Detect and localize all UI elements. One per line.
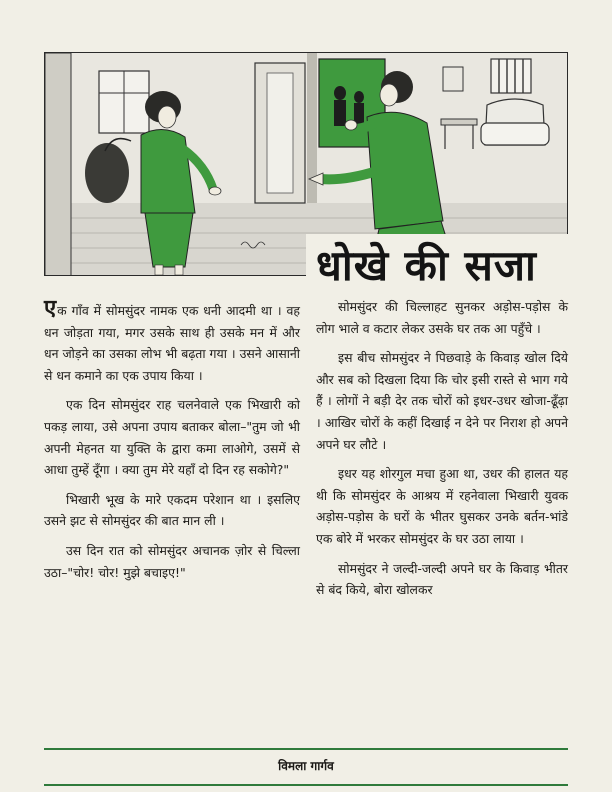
paragraph: सोमसुंदर ने जल्दी-जल्दी अपने घर के किवाड़ भीतर से बंद किये, बोरा खोलकर [316, 560, 568, 598]
footer-rule-bottom [44, 784, 568, 786]
paragraph: एक दिन सोमसुंदर राह चलनेवाले एक भिखारी को पकड़ लाया, उसे अपना उपाय बताकर बोला–"तुम जो भी अपनी मेहनत या युक्ति के द्वारा कमा लाओगे, उसमें से आधा तुम्हें दूँगा । क्या तुम मेरे यहाँ दो दिन रह सकोगे?" [44, 397, 300, 478]
footer-rule-top [44, 748, 568, 750]
paragraph [44, 296, 300, 386]
author-name: विमला गार्गव [278, 759, 334, 773]
right-column [316, 296, 568, 609]
paragraph: उस दिन रात को सोमसुंदर अचानक ज़ोर से चिल्ला उठा–"चोर! चोर! मुझे बचाइए!" [44, 542, 300, 580]
paragraph-text: क गाँव में सोमसुंदर नामक एक धनी आदमी था । वह धन जोड़ता गया, मगर उसके साथ ही उसके मन में और धन जोड़ने का उसका लोभ भी बढ़ता गया । उसने आसानी से धन कमाने का एक उपाय किया । [44, 303, 300, 383]
story-title: धोखे की सजा [316, 241, 537, 290]
paragraph: इस बीच सोमसुंदर ने पिछवाड़े के किवाड़ खोल दिये और सब को दिखला दिया कि चोर इसी रास्ते से भाग गये हैं । लोगों ने बड़ी देर तक चोरों को इधर-उधर खोजा-ढूँढ़ा । आखिर चोरों के कहीं दिखाई न देने पर निराश हो अपने अपने घर लौटे । [316, 350, 568, 452]
left-column [44, 296, 300, 591]
paragraph: इधर यह शोरगुल मचा हुआ था, उधर की हालत यह थी कि सोमसुंदर के आश्रय में रहनेवाला भिखारी युवक अड़ोस-पड़ोस के घरों के भीतर घुसकर उनके बर्तन-भांडे एक बोरे में भरकर सोमसुंदर के घर उठा लाया । [316, 466, 568, 546]
drop-cap: ए [44, 296, 57, 321]
paragraph: भिखारी भूख के मारे एकदम परेशान था । इसलिए उसने झट से सोमसुंदर की बात मान ली । [44, 491, 300, 529]
paragraph: सोमसुंदर की चिल्लाहट सुनकर अड़ोस-पड़ोस के लोग भाले व कटार लेकर उसके घर तक आ पहुँचे । [316, 299, 568, 336]
